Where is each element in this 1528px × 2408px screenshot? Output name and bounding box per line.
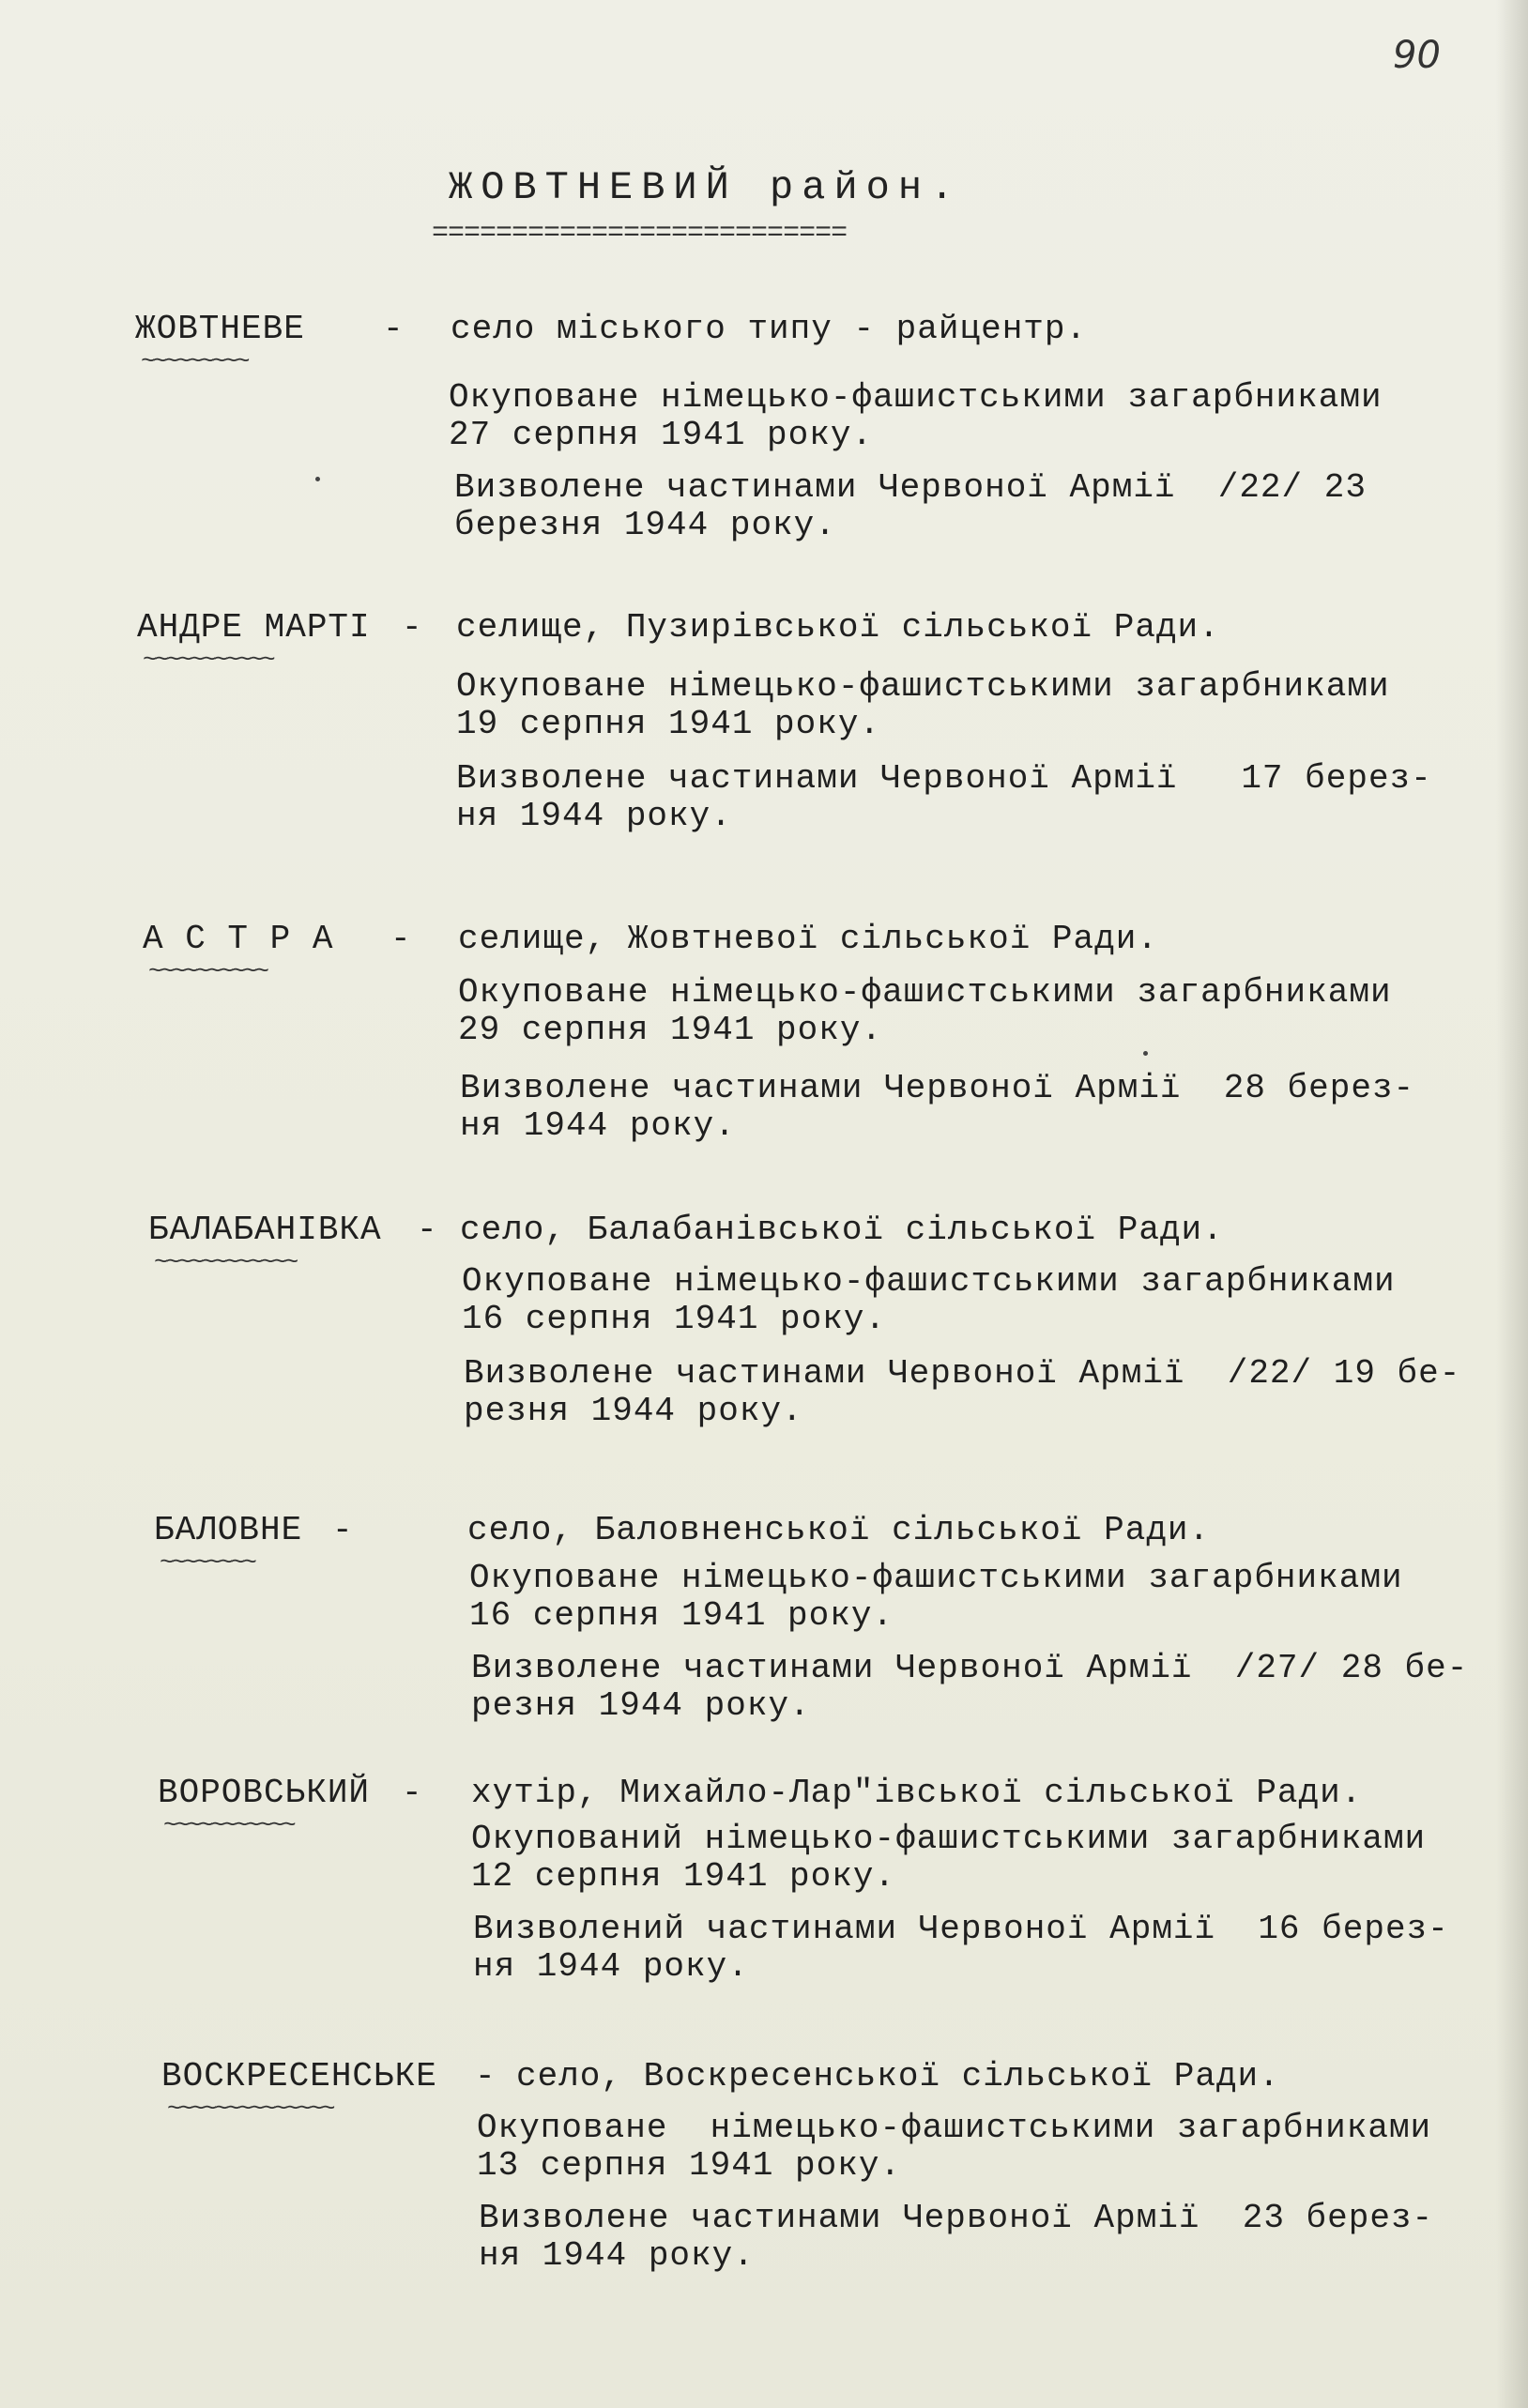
entry-dash: - bbox=[390, 920, 411, 958]
title-underline: ========================== bbox=[432, 218, 848, 250]
entry-description: хутір, Михайло-Лар"івської сільської Ради. bbox=[471, 1774, 1363, 1812]
ink-speck bbox=[1143, 1051, 1148, 1056]
entry-occupied-text: Окуповане німецько-фашистськими загарбниками 16 серпня 1941 року. bbox=[462, 1262, 1396, 1338]
ink-speck bbox=[315, 477, 320, 481]
entry-dash: - bbox=[402, 1774, 422, 1812]
entry-name: ВОСКРЕСЕНСЬКЕ bbox=[161, 2057, 437, 2096]
entry-liberated-text: Визволене частинами Червоної Армії 17 берез- ня 1944 року. bbox=[456, 759, 1432, 835]
entry-description: село, Воскресенської сільської Ради. bbox=[516, 2057, 1280, 2096]
entry-name: ВОРОВСЬКИЙ bbox=[158, 1774, 371, 1812]
entry-name-underline: ~~~~~~~~~~~~~~ bbox=[167, 2095, 333, 2123]
entry-occupied-text: Окуповане німецько-фашистськими загарбниками 29 серпня 1941 року. bbox=[458, 973, 1392, 1049]
entry-dash: - bbox=[475, 2057, 496, 2096]
entry-name: БАЛАБАНІВКА bbox=[148, 1211, 382, 1249]
entry-description: селище, Жовтневої сільської Ради. bbox=[458, 920, 1158, 958]
entry-dash: - bbox=[332, 1511, 353, 1549]
entry-name-underline: ~~~~~~~~~~~~ bbox=[154, 1248, 297, 1276]
entry-name-underline: ~~~~~~~~ bbox=[160, 1548, 254, 1577]
entry-occupied-text: Окуповане німецько-фашистськими загарбниками 16 серпня 1941 року. bbox=[469, 1559, 1403, 1635]
entry-description: село, Баловненської сільської Ради. bbox=[467, 1511, 1211, 1549]
entry-name-underline: ~~~~~~~~~~~ bbox=[143, 646, 273, 674]
entry-liberated-text: Визволене частинами Червоної Армії 23 берез- ня 1944 року. bbox=[479, 2199, 1434, 2275]
entry-dash: - bbox=[417, 1211, 437, 1249]
page-title: ЖОВТНЕВИЙ район. bbox=[449, 165, 963, 210]
entry-liberated-text: Визволене частинами Червоної Армії /27/ 28 бе- резня 1944 року. bbox=[471, 1649, 1469, 1725]
entry-name: А С Т Р А bbox=[143, 920, 334, 958]
entry-liberated-text: Визволене частинами Червоної Армії 28 берез- ня 1944 року. bbox=[460, 1069, 1415, 1145]
entry-dash: - bbox=[402, 608, 422, 647]
entry-occupied-text: Окуповане німецько-фашистськими загарбниками 27 серпня 1941 року. bbox=[449, 378, 1383, 454]
entry-occupied-text: Окуповане німецько-фашистськими загарбниками 19 серпня 1941 року. bbox=[456, 667, 1390, 743]
entry-dash: - bbox=[383, 310, 404, 348]
entry-description: селище, Пузирівської сільської Ради. bbox=[456, 608, 1220, 647]
entry-name-underline: ~~~~~~~~~~~ bbox=[163, 1811, 294, 1839]
entry-name-underline: ~~~~~~~~~~ bbox=[148, 957, 267, 985]
entry-liberated-text: Визволене частинами Червоної Армії /22/ 19 бе- резня 1944 року. bbox=[464, 1354, 1461, 1430]
entry-description: село, Балабанівської сільської Ради. bbox=[460, 1211, 1224, 1249]
entry-liberated-text: Визволене частинами Червоної Армії /22/ 23 березня 1944 року. bbox=[454, 468, 1367, 544]
entry-name: БАЛОВНЕ bbox=[154, 1511, 303, 1549]
page-number: 90 bbox=[1393, 34, 1441, 77]
entry-occupied-text: Окупований німецько-фашистськими загарбниками 12 серпня 1941 року. bbox=[471, 1820, 1427, 1896]
entry-name: ЖОВТНЕВЕ bbox=[135, 310, 305, 348]
entry-liberated-text: Визволений частинами Червоної Армії 16 берез- ня 1944 року. bbox=[473, 1910, 1449, 1986]
entry-description: село міського типу - райцентр. bbox=[451, 310, 1088, 348]
entry-name: АНДРЕ МАРТІ bbox=[137, 608, 371, 647]
entry-name-underline: ~~~~~~~~~ bbox=[141, 347, 248, 375]
entry-occupied-text: Окуповане німецько-фашистськими загарбниками 13 серпня 1941 року. bbox=[477, 2109, 1432, 2185]
